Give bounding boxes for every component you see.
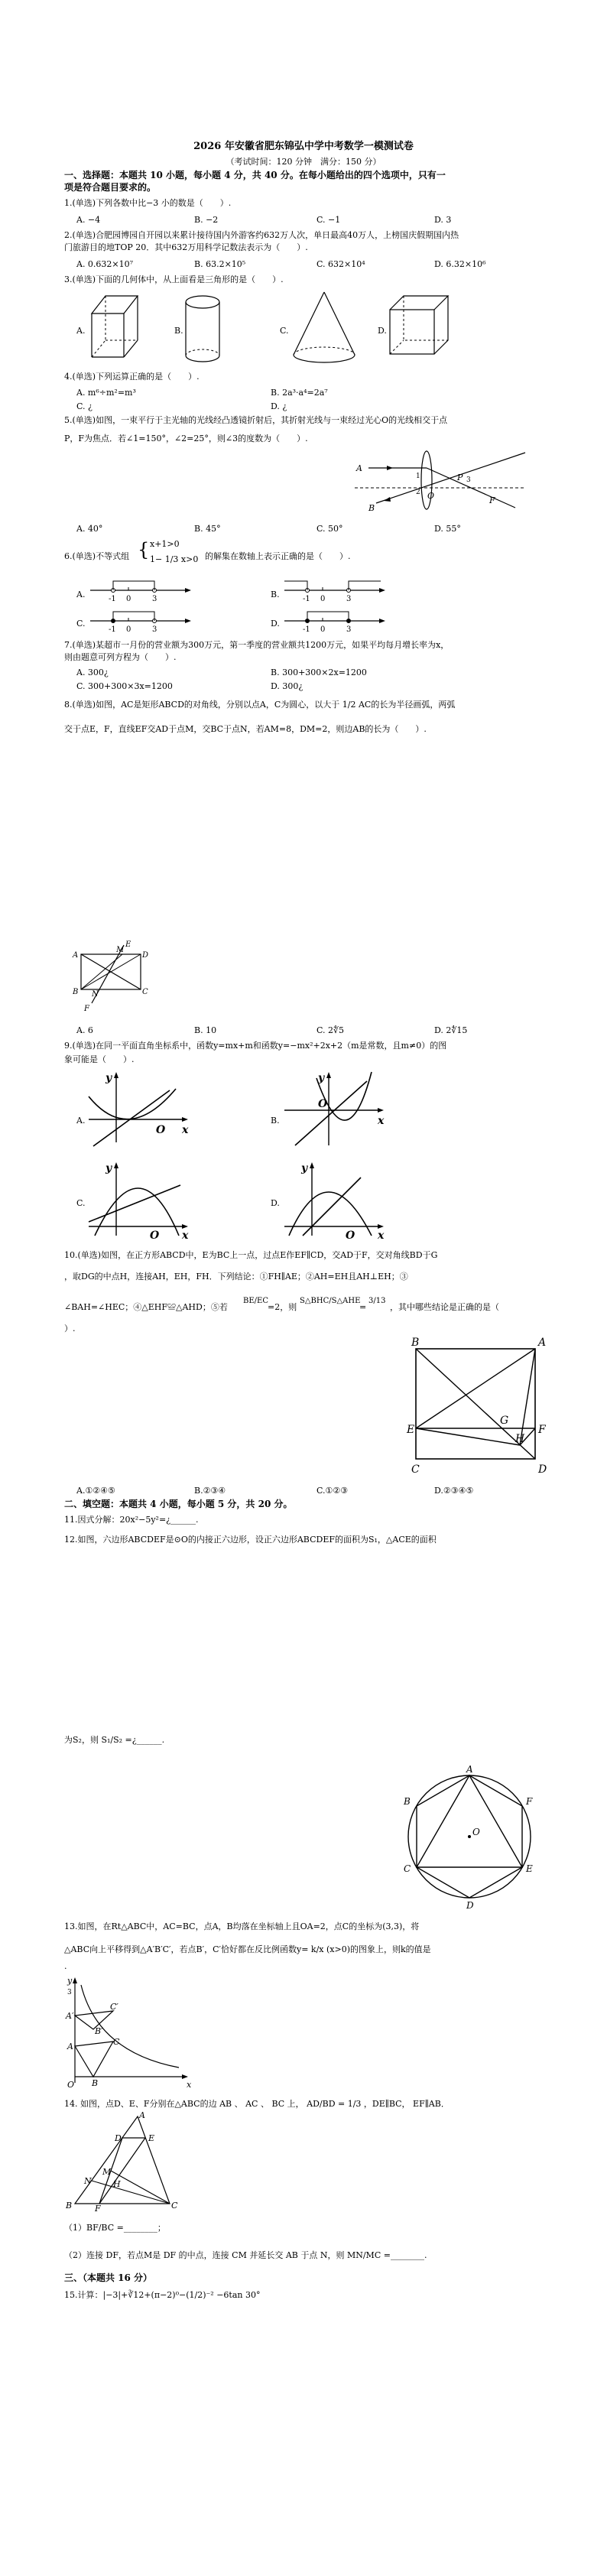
q9-option-d[interactable]: D. <box>271 1198 280 1208</box>
q10-figure-square <box>407 1338 560 1476</box>
q5-option-a[interactable]: A. 40° <box>76 524 103 534</box>
q13-label-a: A <box>67 2042 73 2051</box>
q6-option-c[interactable]: C. <box>76 619 86 629</box>
q5-label-b: B <box>368 503 375 513</box>
q14-label-h: H <box>113 2179 121 2189</box>
q4-option-c[interactable]: C. ¿ <box>76 401 93 411</box>
q9b-x: x <box>378 1115 385 1127</box>
q7-option-a[interactable]: A. 300¿ <box>76 668 109 677</box>
q6-numberline-b <box>284 575 391 604</box>
q5-label-a: A <box>356 463 362 473</box>
q5-option-d[interactable]: D. 55° <box>434 524 461 534</box>
q6-brace: { <box>138 539 150 560</box>
q10-stem-2: ，取DG的中点H，连接AH，EH，FH．下列结论：①FH∥AE；②AH=EH且AH⊥EH；③ <box>64 1272 408 1282</box>
q12-label-e: E <box>526 1863 533 1874</box>
q14-sub1: （1）BF/BC =________； <box>64 2223 166 2233</box>
q14-label-f: F <box>95 2204 101 2214</box>
q1-option-c[interactable]: C. −1 <box>316 215 341 225</box>
q7-stem: 7.(单选)某超市一月份的营业额为300万元，第一季度的营业额共1200万元，如果平均每月增长率为x， <box>64 640 450 650</box>
q2-stem-2: 门旅游目的地TOP 20．其中632万用科学记数法表示为（ ）. <box>64 242 308 252</box>
q5-stem: 5.(单选)如图，一束平行于主光轴的光线经凸透镜折射后，其折射光线与一束经过光心O的光线相交于点 <box>64 415 448 425</box>
q8-option-a[interactable]: A. 6 <box>76 1025 93 1035</box>
q9-option-c[interactable]: C. <box>76 1198 86 1208</box>
q5-label-o: O <box>427 491 435 501</box>
q9d-x: x <box>378 1230 385 1242</box>
q9-graph-b <box>281 1066 396 1150</box>
q4-option-d[interactable]: D. ¿ <box>271 401 287 411</box>
q9c-y: y <box>105 1162 112 1174</box>
q13-stem: 13.如图，在Rt△ABC中，AC=BC，点A，B均落在坐标轴上且OA=2，点C的坐标为(3,3)，将 <box>64 1921 420 1931</box>
q10-stem-3a: ∠BAH=∠HEC；④△EHF≌△AHD；⑤若 <box>64 1302 228 1312</box>
q12-label-d: D <box>466 1900 474 1911</box>
q13-stem-2: △ABC向上平移得到△A′B′C′，若点B′，C′恰好都在反比例函数y= k/x (x>0)的图象上，则k的值是 <box>64 1944 431 1954</box>
q12-label-b: B <box>404 1796 411 1807</box>
q9-option-b[interactable]: B. <box>271 1116 280 1126</box>
section1-heading: 一、选择题：本题共 10 小题，每小题 4 分，共 40 分。在每小题给出的四个选项中，只有一 <box>64 170 446 180</box>
q6d-tick-1: -1 <box>303 625 310 634</box>
q8-label-n: N <box>92 990 99 999</box>
q14-label-c: C <box>171 2201 178 2211</box>
q3-figure-cylinder <box>183 294 229 363</box>
q9b-o: O <box>318 1098 328 1110</box>
q10-frac-3: 3/13 <box>368 1297 386 1305</box>
q6-option-b[interactable]: B. <box>271 590 280 599</box>
q12-label-c: C <box>404 1863 411 1874</box>
q3-figure-cone <box>292 291 361 367</box>
q10-label-c: C <box>411 1463 420 1476</box>
q10-label-e: E <box>407 1424 415 1436</box>
q13-label-c1: C′ <box>110 2002 118 2012</box>
q13-figure-coordinate <box>64 1976 202 2090</box>
q10-label-f: F <box>538 1424 546 1436</box>
q10-option-b[interactable]: B.②③④ <box>194 1486 226 1496</box>
q1-option-d[interactable]: D. 3 <box>434 215 452 225</box>
q7-option-c[interactable]: C. 300+300×3x=1200 <box>76 681 173 691</box>
q6d-tick-2: 0 <box>320 625 326 634</box>
q10-stem: 10.(单选)如图，在正方形ABCD中，E为BC上一点，过点E作EF∥CD，交AD于F，交对角线BD于G <box>64 1250 438 1260</box>
q9a-o: O <box>156 1124 166 1136</box>
q9-option-a[interactable]: A. <box>76 1116 86 1126</box>
q12-label-o: O <box>472 1827 480 1837</box>
q8-option-b[interactable]: B. 10 <box>194 1025 217 1035</box>
q10-label-h: H <box>515 1433 525 1445</box>
q13-label-tick3: 3 <box>67 1989 72 1996</box>
q13-label-c: C <box>113 2037 120 2047</box>
section1-heading-2: 项是符合题目要求的。 <box>64 182 157 193</box>
q5-stem-2: P，F为焦点．若∠1=150°，∠2=25°，则∠3的度数为（ ）. <box>64 434 308 443</box>
q9-graph-a <box>86 1066 200 1150</box>
page-subtitle: （考试时间：120 分钟 满分：150 分） <box>226 157 381 167</box>
q4-stem: 4.(单选)下列运算正确的是（ ）. <box>64 372 200 382</box>
q10-stem-3d: ，其中哪些结论是正确的是（ <box>390 1302 499 1312</box>
q10-option-c[interactable]: C.①②③ <box>316 1486 349 1496</box>
q6b-tick-3: 3 <box>346 595 352 603</box>
q2-option-b[interactable]: B. 63.2×10⁵ <box>194 259 246 269</box>
q8-option-c[interactable]: C. 2∜5 <box>316 1025 345 1035</box>
q6d-tick-3: 3 <box>346 625 352 634</box>
q8-label-f: F <box>84 1005 89 1013</box>
q3-option-a[interactable]: A. <box>76 326 86 336</box>
q13-label-b: B <box>92 2078 99 2088</box>
q14-label-m: M <box>102 2167 112 2177</box>
q10-frac-1: BE/EC <box>243 1297 268 1305</box>
q3-option-d[interactable]: D. <box>378 326 387 336</box>
q15-stem: 15.计算：|−3|+∛12+(π−2)⁰−(1/2)⁻² −6tan 30° <box>64 2290 261 2300</box>
q12-stem-2: 为S₂，则 S₁/S₂ =¿______. <box>64 1735 165 1745</box>
q5-label-f: F <box>489 495 495 505</box>
q9c-o: O <box>150 1230 160 1242</box>
q14-label-d: D <box>115 2133 122 2143</box>
q10-frac-2: S△BHC/S△AHE <box>300 1297 361 1305</box>
q8-label-m: M <box>116 946 125 954</box>
q13-stem-3: . <box>64 1961 67 1971</box>
q6-system-bottom: 1− 1/3 x>0 <box>150 554 199 564</box>
q3-stem: 3.(单选)下面的几何体中，从上面看是三角形的是（ ）. <box>64 274 284 284</box>
q1-stem: 1.(单选)下列各数中比−3 小的数是（ ）. <box>64 198 232 208</box>
q2-stem: 2.(单选)合肥园博园自开园以来累计接待国内外游客约632万人次，单日最高40万人，上榜国庆假期国内热 <box>64 230 459 240</box>
q1-option-a[interactable]: A. −4 <box>76 215 101 225</box>
q6c-tick-3: 3 <box>152 625 157 634</box>
q9-graph-c <box>86 1156 200 1240</box>
q10-stem-4: ）. <box>64 1324 76 1333</box>
q5-label-3: 3 <box>466 476 471 484</box>
q7-option-d[interactable]: D. 300¿ <box>271 681 304 691</box>
q5-option-c[interactable]: C. 50° <box>316 524 343 534</box>
q8-option-d[interactable]: D. 2∜15 <box>434 1025 468 1035</box>
q13-label-x: x <box>187 2080 192 2090</box>
q6b-tick-1: -1 <box>303 595 310 603</box>
q13-label-a1: A′ <box>66 2011 74 2021</box>
q13-label-y: y <box>67 1976 73 1986</box>
q13-label-o: O <box>67 2080 75 2090</box>
q9a-x: x <box>182 1124 189 1136</box>
q6c-tick-1: -1 <box>109 625 116 634</box>
q8-figure-rectangle <box>70 940 154 1017</box>
q10-label-g: G <box>500 1415 509 1427</box>
q12-label-a: A <box>466 1764 473 1775</box>
q6-numberline-a <box>90 575 197 604</box>
q8-label-d: D <box>142 951 149 960</box>
section2-heading: 二、填空题：本题共 4 小题，每小题 5 分，共 20 分。 <box>64 1499 293 1509</box>
q12-stem: 12.如图，六边形ABCDEF是⊙O的内接正六边形，设正六边形ABCDEF的面积为S₁，△ACE的面积 <box>64 1535 437 1545</box>
q11-stem: 11.因式分解：20x²−5y²=¿______. <box>64 1515 199 1525</box>
q3-figure-prism <box>90 294 159 363</box>
q9-stem: 9.(单选)在同一平面直角坐标系中，函数y=mx+m和函数y=−mx²+2x+2（m是常数，且m≠0）的图 <box>64 1041 447 1051</box>
q4-option-a[interactable]: A. m⁶÷m²=m³ <box>76 388 136 398</box>
q6a-tick-2: 0 <box>126 595 131 603</box>
page-title: 2026 年安徽省肥东锦弘中学中考数学一模测试卷 <box>193 141 414 152</box>
q9a-y: y <box>105 1072 112 1084</box>
q8-label-e: E <box>125 940 131 949</box>
q6-numberline-c <box>90 606 197 635</box>
q6-stem-post: 的解集在数轴上表示正确的是（ ）. <box>205 551 351 561</box>
q13-label-b1: B′ <box>95 2026 103 2036</box>
q3-option-b[interactable]: B. <box>174 326 183 336</box>
q6-option-a[interactable]: A. <box>76 590 86 599</box>
q5-label-p: P <box>457 473 463 482</box>
q9c-x: x <box>182 1230 189 1242</box>
q1-option-b[interactable]: B. −2 <box>194 215 219 225</box>
q2-option-d[interactable]: D. 6.32×10⁶ <box>434 259 486 269</box>
q8-label-c: C <box>142 988 148 996</box>
q14-sub2: （2）连接 DF，若点M是 DF 的中点，连接 CM 并延长交 AB 于点 N，则 MN/MC =________. <box>64 2250 427 2260</box>
q12-figure-hexagon <box>399 1766 552 1912</box>
q14-figure-triangle <box>64 2110 187 2214</box>
section3-heading: 三、（本题共 16 分） <box>64 2272 153 2283</box>
q10-label-a: A <box>538 1337 547 1349</box>
q6b-tick-2: 0 <box>320 595 326 603</box>
q6-numberline-d <box>284 606 391 635</box>
q8-stem-2: 交于点E，F，直线EF交AD于点M，交BC于点N，若AM=8，DM=2，则边AB的长为（ ）. <box>64 724 427 734</box>
q10-stem-3b: =2，则 <box>268 1302 297 1312</box>
q6a-tick-3: 3 <box>152 595 157 603</box>
q10-option-d[interactable]: D.②③④⑤ <box>434 1486 474 1496</box>
q4-option-b[interactable]: B. 2a³·a⁴=2a⁷ <box>271 388 328 398</box>
q9-stem-2: 象可能是（ ）. <box>64 1054 135 1064</box>
q14-label-a: A <box>139 2110 145 2120</box>
q5-figure-lens <box>353 443 537 516</box>
q9b-y: y <box>318 1072 325 1084</box>
q7-stem-2: 则由题意可列方程为（ ）. <box>64 652 177 662</box>
q3-option-c[interactable]: C. <box>280 326 289 336</box>
q10-label-b: B <box>411 1337 420 1349</box>
q5-option-b[interactable]: B. 45° <box>194 524 221 534</box>
q14-label-n: N <box>84 2176 92 2186</box>
q9d-o: O <box>346 1230 355 1242</box>
q8-stem: 8.(单选)如图，AC是矩形ABCD的对角线，分别以点A，C为圆心，以大于 1/2 AC的长为半径画弧，两弧 <box>64 700 456 710</box>
q14-label-e: E <box>148 2133 155 2143</box>
q7-option-b[interactable]: B. 300+300×2x=1200 <box>271 668 367 677</box>
q3-figure-cube <box>388 294 457 363</box>
q6-option-d[interactable]: D. <box>271 619 280 629</box>
q12-label-f: F <box>526 1796 533 1807</box>
q2-option-c[interactable]: C. 632×10⁴ <box>316 259 365 269</box>
q2-option-a[interactable]: A. 0.632×10⁷ <box>76 259 134 269</box>
q14-stem: 14. 如图，点D、E、F分别在△ABC的边 AB 、 AC 、 BC 上， AD/BD = 1/3 ，DE∥BC， EF∥AB． <box>64 2099 450 2109</box>
q14-label-b: B <box>66 2201 73 2211</box>
q5-label-1: 1 <box>416 473 420 480</box>
q10-stem-3c: = <box>359 1302 367 1312</box>
q9d-y: y <box>301 1162 308 1174</box>
q6a-tick-1: -1 <box>109 595 116 603</box>
q8-label-a: A <box>73 951 79 960</box>
q6c-tick-2: 0 <box>126 625 131 634</box>
q9-graph-d <box>281 1156 396 1240</box>
q6-system-top: x+1>0 <box>150 539 180 549</box>
q5-label-2: 2 <box>416 489 420 496</box>
q10-label-d: D <box>538 1463 547 1476</box>
q6-stem-pre: 6.(单选)不等式组 <box>64 551 130 561</box>
q8-label-b: B <box>73 988 79 996</box>
q10-option-a[interactable]: A.①②④⑤ <box>76 1486 115 1496</box>
